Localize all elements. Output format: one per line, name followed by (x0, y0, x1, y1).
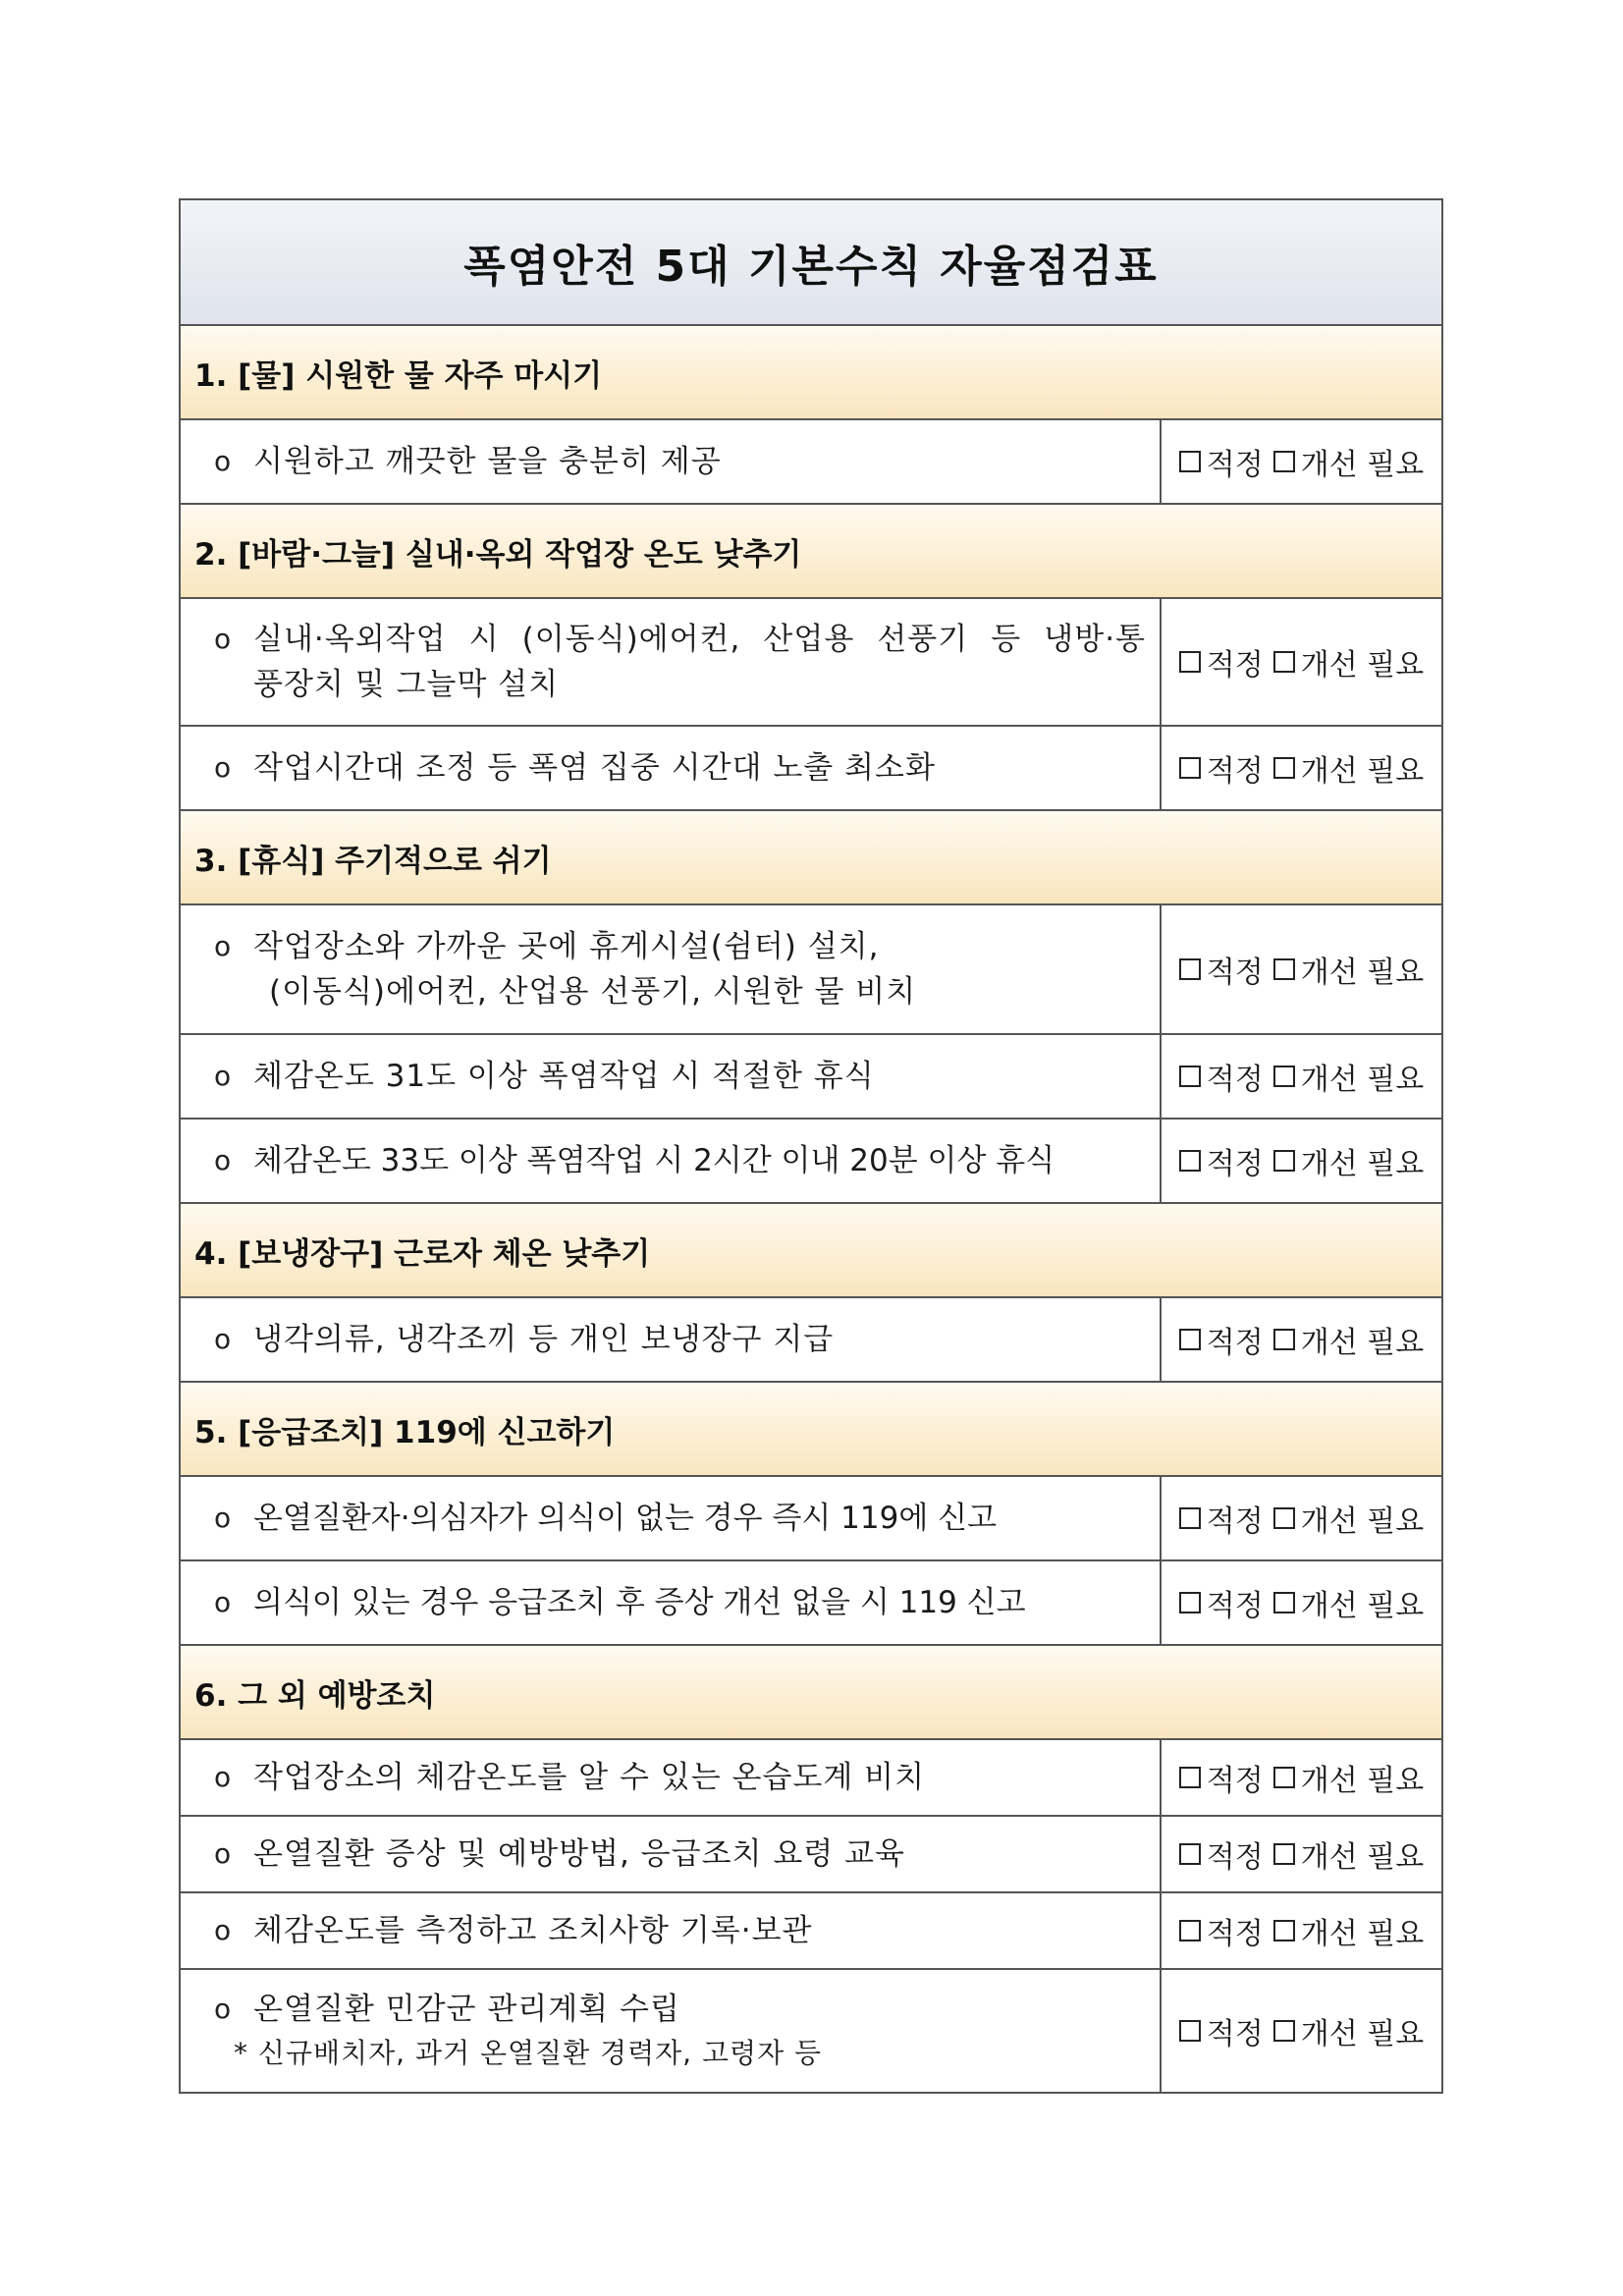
item-text: 온열질환 민감군 관리계획 수립 (253, 1992, 680, 2027)
check-options (1162, 905, 1441, 1033)
item-text: 작업장소와 가까운 곳에 휴게시설(쉼터) 설치, (253, 929, 880, 964)
check-options (1162, 1893, 1441, 1968)
option-label-improve: 개선 필요 (1300, 1764, 1425, 1798)
bullet-icon: o (214, 751, 233, 784)
checkbox-improve[interactable] (1273, 451, 1295, 472)
item-description (181, 1970, 1162, 2092)
option-label-improve: 개선 필요 (1300, 1326, 1425, 1360)
checkbox-improve[interactable] (1273, 757, 1295, 779)
check-options (1162, 1740, 1441, 1815)
option-label-improve: 개선 필요 (1300, 648, 1425, 683)
item-text: 체감온도를 측정하고 조치사항 기록·보관 (253, 1913, 813, 1948)
check-options (1162, 1817, 1441, 1891)
check-options (1162, 1970, 1441, 2092)
checklist-item (181, 727, 1441, 811)
item-text: 실내·옥외작업 시 (이동식)에어컨, 산업용 선풍기 등 냉방·통 (253, 622, 1146, 657)
checkbox-ok[interactable] (1179, 2020, 1201, 2042)
option-label-ok: 적정 (1206, 648, 1264, 683)
option-label-ok: 적정 (1206, 1147, 1264, 1181)
option-label-ok: 적정 (1206, 1589, 1264, 1623)
option-label-improve: 개선 필요 (1300, 1840, 1425, 1875)
checkbox-ok[interactable] (1179, 651, 1201, 673)
item-text: 시원하고 깨끗한 물을 충분히 제공 (253, 444, 722, 479)
section-header (181, 1383, 1441, 1477)
option-label-ok: 적정 (1206, 2017, 1264, 2051)
bullet-icon: o (214, 1586, 233, 1618)
bullet-icon: o (214, 623, 233, 655)
item-text: 체감온도 33도 이상 폭염작업 시 2시간 이내 20분 이상 휴식 (253, 1143, 1055, 1178)
checkbox-improve[interactable] (1273, 651, 1295, 673)
page-title: 폭염안전 5대 기본수칙 자율점검표 (463, 242, 1159, 292)
check-options (1162, 727, 1441, 809)
option-label-ok: 적정 (1206, 1764, 1264, 1798)
checkbox-ok[interactable] (1179, 1767, 1201, 1788)
item-description (181, 727, 1162, 809)
checkbox-improve[interactable] (1273, 2020, 1295, 2042)
section-header (181, 1646, 1441, 1740)
section-header (181, 326, 1441, 420)
section-header (181, 1204, 1441, 1298)
item-text: 냉각의류, 냉각조끼 등 개인 보냉장구 지급 (253, 1322, 835, 1357)
option-label-improve: 개선 필요 (1300, 1147, 1425, 1181)
checklist-item (181, 1035, 1441, 1120)
item-description (181, 1817, 1162, 1891)
check-options (1162, 1561, 1441, 1644)
checkbox-ok[interactable] (1179, 1329, 1201, 1350)
checkbox-improve[interactable] (1273, 1150, 1295, 1172)
option-label-ok: 적정 (1206, 1917, 1264, 1951)
option-label-improve: 개선 필요 (1300, 1589, 1425, 1623)
section-header (181, 505, 1441, 599)
checkbox-improve[interactable] (1273, 1767, 1295, 1788)
bullet-icon: o (214, 1502, 233, 1534)
checkbox-improve[interactable] (1273, 1066, 1295, 1087)
checkbox-ok[interactable] (1179, 757, 1201, 779)
bullet-icon: o (214, 1761, 233, 1793)
bullet-icon: o (214, 1993, 233, 2025)
check-options (1162, 1477, 1441, 1559)
section-title: 1. [물] 시원한 물 자주 마시기 (194, 357, 603, 394)
option-label-ok: 적정 (1206, 1063, 1264, 1097)
checklist-item (181, 905, 1441, 1035)
checkbox-improve[interactable] (1273, 1507, 1295, 1529)
option-label-improve: 개선 필요 (1300, 754, 1425, 789)
check-options (1162, 1120, 1441, 1202)
option-label-ok: 적정 (1206, 754, 1264, 789)
bullet-icon: o (214, 1323, 233, 1355)
option-label-improve: 개선 필요 (1300, 1917, 1425, 1951)
bullet-icon: o (214, 1144, 233, 1176)
section-title: 5. [응급조치] 119에 신고하기 (194, 1414, 616, 1450)
item-text-continued: (이동식)에어컨, 산업용 선풍기, 시원한 물 비치 (269, 974, 917, 1010)
option-label-ok: 적정 (1206, 956, 1264, 990)
checkbox-improve[interactable] (1273, 1592, 1295, 1613)
checklist-item (181, 420, 1441, 505)
option-label-improve: 개선 필요 (1300, 956, 1425, 990)
checkbox-improve[interactable] (1273, 1843, 1295, 1865)
checklist-item (181, 599, 1441, 727)
checkbox-ok[interactable] (1179, 1592, 1201, 1613)
option-label-improve: 개선 필요 (1300, 1063, 1425, 1097)
check-options (1162, 599, 1441, 725)
item-description (181, 1740, 1162, 1815)
option-label-improve: 개선 필요 (1300, 1504, 1425, 1539)
bullet-icon: o (214, 1060, 233, 1092)
checkbox-improve[interactable] (1273, 958, 1295, 980)
option-label-improve: 개선 필요 (1300, 2017, 1425, 2051)
item-description (181, 905, 1162, 1033)
item-description (181, 1298, 1162, 1381)
option-label-ok: 적정 (1206, 1504, 1264, 1539)
section-header (181, 811, 1441, 905)
section-title: 6. 그 외 예방조치 (194, 1677, 436, 1714)
bullet-icon: o (214, 445, 233, 477)
bullet-icon: o (214, 1837, 233, 1870)
check-options (1162, 1035, 1441, 1118)
item-description (181, 1120, 1162, 1202)
checkbox-ok[interactable] (1179, 1066, 1201, 1087)
item-description (181, 1893, 1162, 1968)
option-label-ok: 적정 (1206, 1326, 1264, 1360)
checklist-item (181, 1298, 1441, 1383)
item-text: 온열질환자·의심자가 의식이 없는 경우 즉시 119에 신고 (253, 1501, 998, 1536)
item-text: 온열질환 증상 및 예방방법, 응급조치 요령 교육 (253, 1836, 905, 1872)
checklist-item (181, 1817, 1441, 1893)
item-description (181, 1477, 1162, 1559)
item-note: * 신규배치자, 과거 온열질환 경력자, 고령자 등 (234, 2037, 823, 2069)
title-row (181, 200, 1441, 326)
checkbox-improve[interactable] (1273, 1329, 1295, 1350)
checklist-item (181, 1893, 1441, 1970)
checklist-item (181, 1740, 1441, 1817)
item-description (181, 420, 1162, 503)
checkbox-improve[interactable] (1273, 1920, 1295, 1941)
bullet-icon: o (214, 930, 233, 962)
checklist-item (181, 1970, 1441, 2092)
checkbox-ok[interactable] (1179, 451, 1201, 472)
section-title: 4. [보냉장구] 근로자 체온 낮추기 (194, 1235, 651, 1272)
checklist-item (181, 1561, 1441, 1646)
checklist-item (181, 1477, 1441, 1561)
bullet-icon: o (214, 1914, 233, 1946)
checkbox-ok[interactable] (1179, 1507, 1201, 1529)
checkbox-ok[interactable] (1179, 1150, 1201, 1172)
section-title: 2. [바람·그늘] 실내·옥외 작업장 온도 낮추기 (194, 536, 802, 573)
option-label-ok: 적정 (1206, 448, 1264, 482)
item-text-continued: 풍장치 및 그늘막 설치 (253, 667, 560, 702)
check-options (1162, 1298, 1441, 1381)
item-description (181, 1561, 1162, 1644)
item-text: 작업장소의 체감온도를 알 수 있는 온습도계 비치 (253, 1760, 926, 1795)
checkbox-ok[interactable] (1179, 1920, 1201, 1941)
checkbox-ok[interactable] (1179, 958, 1201, 980)
item-text: 체감온도 31도 이상 폭염작업 시 적절한 휴식 (253, 1059, 875, 1094)
item-text: 작업시간대 조정 등 폭염 집중 시간대 노출 최소화 (253, 750, 936, 786)
item-description (181, 599, 1162, 725)
checklist-item (181, 1120, 1441, 1204)
checklist-table (179, 198, 1443, 2094)
check-options (1162, 420, 1441, 503)
checkbox-ok[interactable] (1179, 1843, 1201, 1865)
option-label-ok: 적정 (1206, 1840, 1264, 1875)
section-title: 3. [휴식] 주기적으로 쉬기 (194, 843, 552, 879)
option-label-improve: 개선 필요 (1300, 448, 1425, 482)
item-description (181, 1035, 1162, 1118)
item-text: 의식이 있는 경우 응급조치 후 증상 개선 없을 시 119 신고 (253, 1585, 1026, 1620)
